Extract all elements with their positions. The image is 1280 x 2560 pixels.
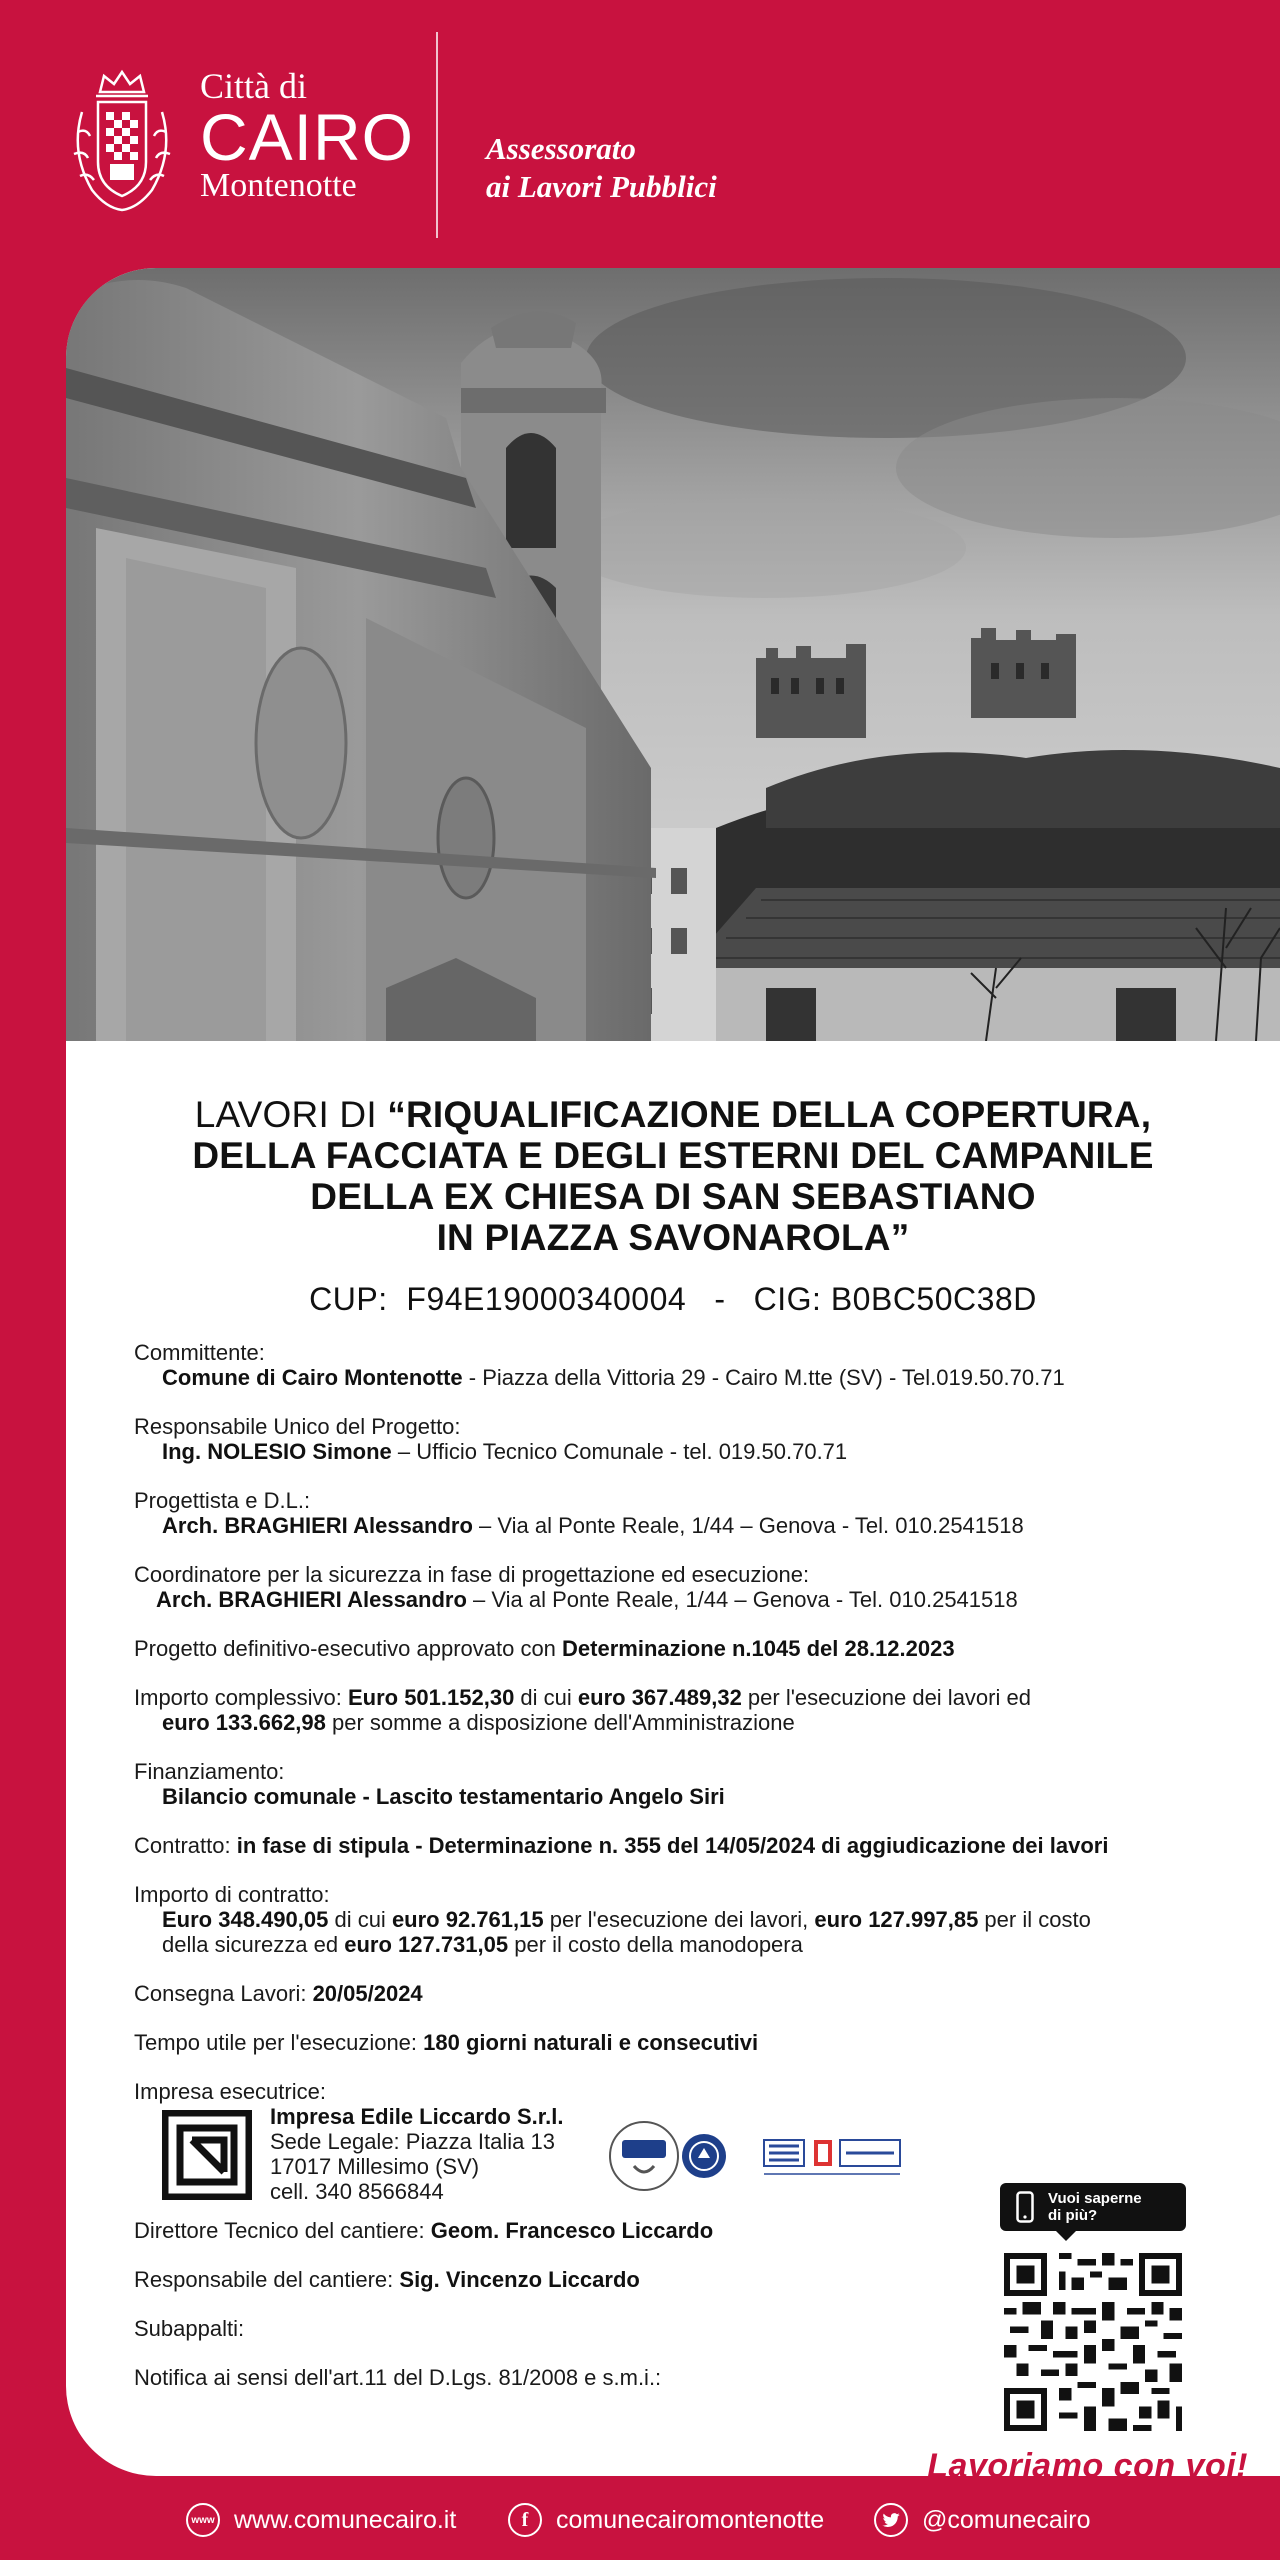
importo-complessivo-v3: euro 133.662,98 (162, 1710, 326, 1735)
web-icon (186, 2503, 220, 2537)
progettista-name: Arch. BRAGHIERI Alessandro (162, 1513, 473, 1538)
finanziamento-section (134, 1759, 1254, 1809)
progetto-section (134, 1636, 1254, 1661)
cig-label: CIG: (753, 1281, 822, 1317)
cig-value: B0BC50C38D (830, 1281, 1037, 1317)
importo-contratto-v4: euro 127.731,05 (344, 1932, 509, 1957)
committente-label: Committente: (134, 1340, 265, 1365)
footer-twitter-link[interactable] (874, 2500, 1091, 2540)
progettista-label: Progettista e D.L.: (134, 1488, 311, 1513)
impresa-details (270, 2104, 563, 2204)
codes-sep: - (714, 1281, 726, 1317)
qr-badge-line1: Vuoi saperne (1048, 2190, 1142, 2207)
rup-rest: – Ufficio Tecnico Comunale - tel. 019.50.70.71 (391, 1439, 848, 1464)
responsabile-value: Sig. Vincenzo Liccardo (399, 2267, 640, 2292)
title-prefix: LAVORI DI (194, 1094, 388, 1135)
main-card (66, 268, 1280, 2476)
footer-web-text: www.comunecairo.it (234, 2505, 457, 2534)
coordinatore-label: Coordinatore per la sicurezza in fase di progettazione ed esecuzione: (134, 1562, 810, 1587)
responsabile-label: Responsabile del cantiere: (134, 2267, 400, 2292)
committente-name: Comune di Cairo Montenotte (162, 1365, 463, 1390)
importo-contratto-label: Importo di contratto: (134, 1882, 330, 1907)
committente-rest: - Piazza della Vittoria 29 - Cairo M.tte (SV) - Tel.019.50.70.71 (462, 1365, 1065, 1390)
importo-complessivo-t2: per l'esecuzione dei lavori ed (741, 1685, 1031, 1710)
consegna-label: Consegna Lavori: (134, 1981, 313, 2006)
qr-block[interactable] (1000, 2183, 1186, 2231)
notifica-label: Notifica ai sensi dell'art.11 del D.Lgs. 81/2008 e s.m.i.: (134, 2365, 662, 2390)
finanziamento-label: Finanziamento: (134, 1759, 285, 1784)
footer-twitter-text: @comunecairo (922, 2505, 1091, 2534)
importo-contratto-section (134, 1882, 1254, 1957)
footer-web-link[interactable] (186, 2500, 456, 2540)
crest-icon (62, 62, 182, 222)
impresa-label: Impresa esecutrice: (134, 2079, 326, 2104)
footer (0, 2476, 1280, 2560)
consegna-section (134, 1981, 1254, 2006)
contratto-section (134, 1833, 1254, 1858)
impresa-sede: Sede Legale: Piazza Italia 13 (270, 2129, 555, 2154)
header-divider (436, 32, 438, 238)
title-line3: DELLA EX CHIESA DI SAN SEBASTIANO (310, 1176, 1036, 1217)
cert-logos (604, 2116, 984, 2196)
qr-badge (1000, 2183, 1186, 2231)
rup-label: Responsabile Unico del Progetto: (134, 1414, 461, 1439)
city-big: CAIRO (200, 100, 415, 174)
importo-complessivo-v2: euro 367.489,32 (577, 1685, 742, 1710)
cup-label: CUP: (309, 1281, 388, 1317)
qr-badge-line2: di più? (1048, 2207, 1098, 2224)
coordinatore-name: Arch. BRAGHIERI Alessandro (156, 1587, 467, 1612)
subappalti-label: Subappalti: (134, 2316, 245, 2341)
impresa-name: Impresa Edile Liccardo S.r.l. (270, 2104, 564, 2129)
city-small: Città di (200, 66, 307, 106)
importo-contratto-t2: per l'esecuzione dei lavori, (543, 1907, 815, 1932)
importo-complessivo-label: Importo complessivo: (134, 1685, 348, 1710)
importo-contratto-v3: euro 127.997,85 (814, 1907, 979, 1932)
contratto-value: in fase di stipula - Determinazione n. 355 del 14/05/2024 di aggiudicazione dei lavori (236, 1833, 1109, 1858)
assessorato-line1: Assessorato (486, 131, 636, 166)
contratto-label: Contratto: (134, 1833, 237, 1858)
assessorato-line2: ai Lavori Pubblici (486, 169, 717, 204)
importo-complessivo-t1: di cui (514, 1685, 578, 1710)
importo-contratto-v1: Euro 348.490,05 (162, 1907, 329, 1932)
twitter-icon (874, 2503, 908, 2537)
importo-contratto-t4: della sicurezza ed (162, 1932, 345, 1957)
title-line1: “RIQUALIFICAZIONE DELLA COPERTURA, (387, 1094, 1152, 1135)
finanziamento-value: Bilancio comunale - Lascito testamentario Angelo Siri (162, 1784, 725, 1809)
importo-complessivo-v1: Euro 501.152,30 (347, 1685, 515, 1710)
progettista-rest: – Via al Ponte Reale, 1/44 – Genova - Tel. 010.2541518 (472, 1513, 1024, 1538)
title-line4: IN PIAZZA SAVONAROLA” (436, 1217, 910, 1258)
phone-icon (1016, 2191, 1034, 2223)
direttore-label: Direttore Tecnico del cantiere: (134, 2218, 431, 2243)
qr-code[interactable] (1004, 2253, 1182, 2431)
rup-name: Ing. NOLESIO Simone (162, 1439, 392, 1464)
progetto-label: Progetto definitivo-esecutivo approvato con (134, 1636, 563, 1661)
direttore-value: Geom. Francesco Liccardo (430, 2218, 714, 2243)
city-logotype (200, 66, 414, 204)
coordinatore-rest: – Via al Ponte Reale, 1/44 – Genova - Tel. 010.2541518 (466, 1587, 1018, 1612)
header (0, 0, 1280, 268)
church-photo (66, 268, 1280, 1041)
assessorato (486, 130, 717, 206)
title-line2: DELLA FACCIATA E DEGLI ESTERNI DEL CAMPANILE (192, 1135, 1154, 1176)
web-icon-text: www (191, 2514, 215, 2526)
rup-section (134, 1414, 1254, 1464)
progettista-section (134, 1488, 1254, 1538)
tempo-section (134, 2030, 1254, 2055)
coordinatore-section (134, 1562, 1254, 1612)
impresa-cell: cell. 340 8566844 (270, 2179, 444, 2204)
tempo-value: 180 giorni naturali e consecutivi (423, 2030, 759, 2055)
footer-facebook-text: comunecairomontenotte (556, 2505, 825, 2534)
importo-complessivo-t3: per somme a disposizione dell'Amministrazione (325, 1710, 795, 1735)
cup-cig-line (66, 1281, 1280, 1318)
project-title (66, 1094, 1280, 1258)
importo-complessivo-section (134, 1685, 1254, 1735)
cup-value: F94E19000340004 (406, 1281, 687, 1317)
footer-facebook-link[interactable] (508, 2500, 824, 2540)
importo-contratto-t1: di cui (328, 1907, 392, 1932)
impresa-logo-icon (162, 2110, 252, 2200)
committente-section (134, 1340, 1254, 1390)
importo-contratto-t5: per il costo della manodopera (508, 1932, 803, 1957)
consegna-value: 20/05/2024 (312, 1981, 423, 2006)
progetto-value: Determinazione n.1045 del 28.12.2023 (562, 1636, 955, 1661)
tempo-label: Tempo utile per l'esecuzione: (134, 2030, 424, 2055)
city-sub: Montenotte (200, 167, 357, 204)
importo-contratto-v2: euro 92.761,15 (391, 1907, 544, 1932)
impresa-section (134, 2079, 1254, 2204)
slogan: Lavoriamo con voi! (927, 2447, 1248, 2485)
importo-contratto-t3: per il costo (978, 1907, 1091, 1932)
impresa-cap: 17017 Millesimo (SV) (270, 2154, 480, 2179)
facebook-icon: f (508, 2503, 542, 2537)
